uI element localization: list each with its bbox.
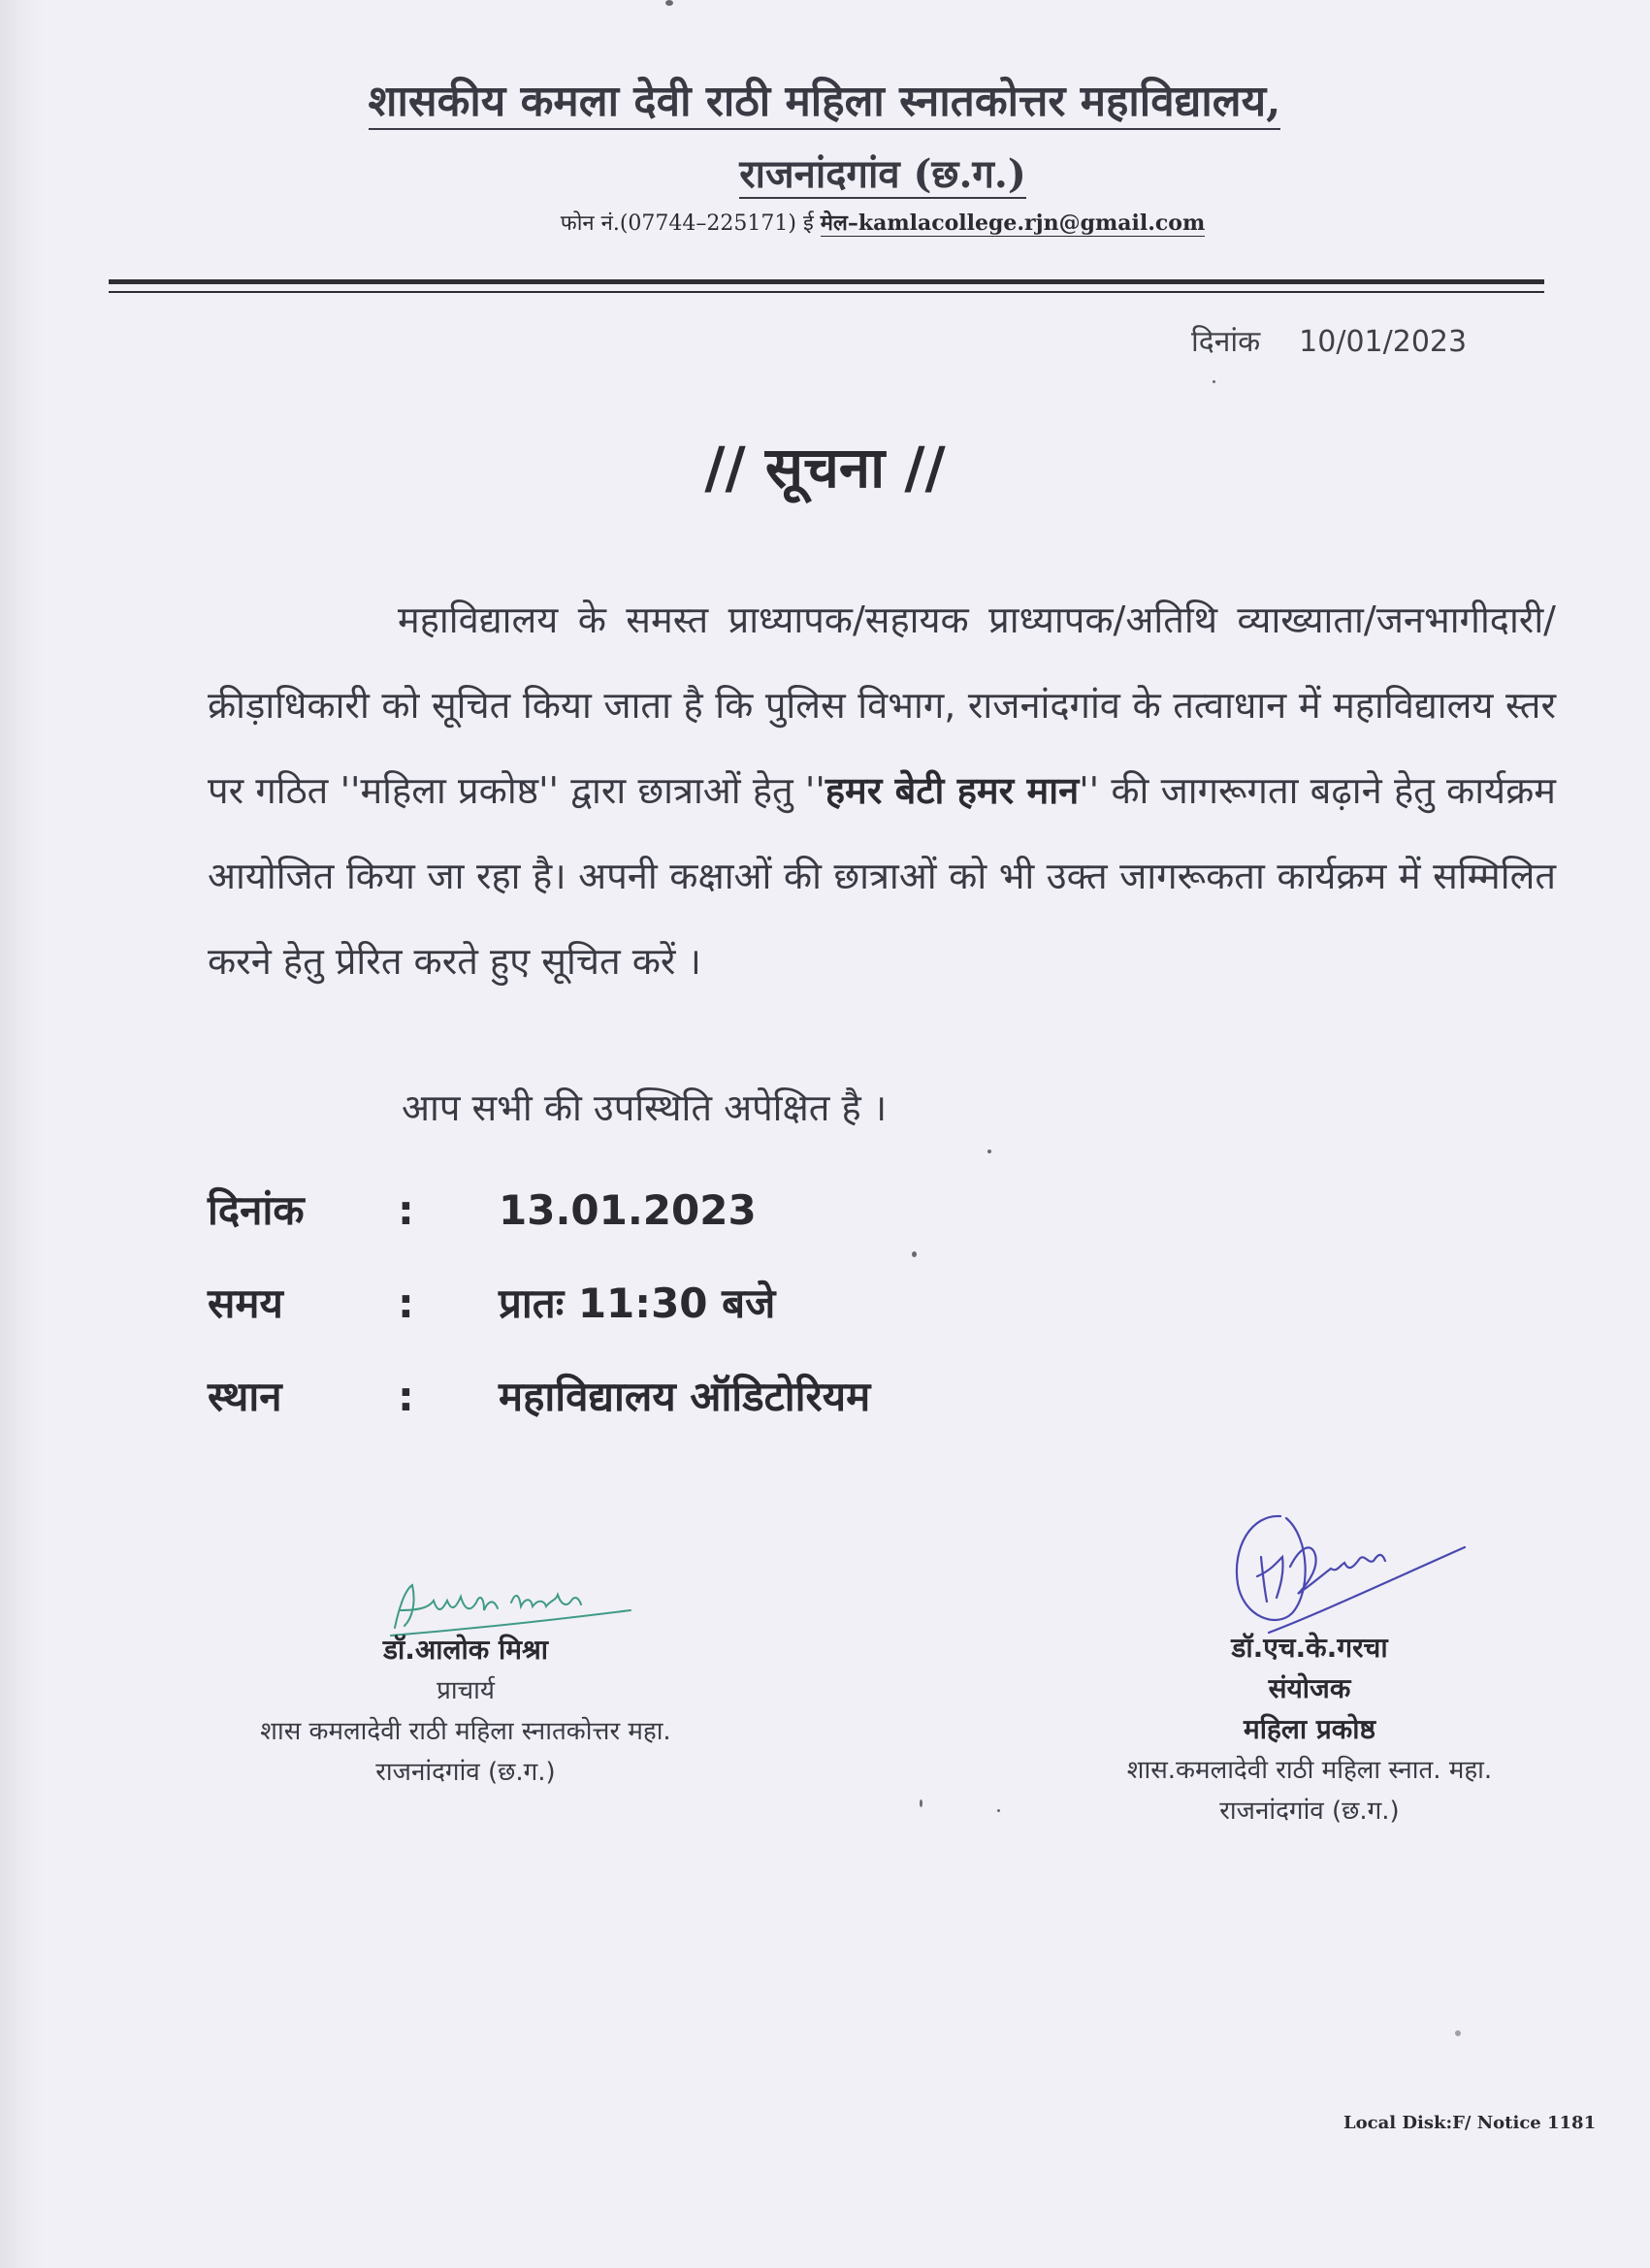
email-address: मेल–kamlacollege.rjn@gmail.com: [820, 211, 1206, 236]
attendance-line: आप सभी की उपस्थिति अपेक्षित है ।: [402, 1086, 888, 1129]
principal-designation: प्राचार्य: [437, 1676, 495, 1705]
scan-speck: [665, 0, 673, 6]
principal-name: डॉ.आलोक मिश्रा: [382, 1634, 549, 1666]
coordinator-unit: महिला प्रकोष्ठ: [1243, 1713, 1376, 1745]
coordinator-name: डॉ.एच.के.गरचा: [1231, 1632, 1388, 1664]
contact-line: [136, 208, 1630, 237]
institution-city: राजनांदगांव (छ.ग.): [739, 151, 1026, 197]
detail-venue: स्थान : महाविद्यालय ऑडिटोरियम: [208, 1373, 871, 1420]
scan-speck: [1213, 380, 1215, 383]
coordinator-place: राजनांदगांव (छ.ग.): [1219, 1797, 1400, 1826]
principal-signature-stroke: [391, 1585, 631, 1636]
detail-time: समय : प्रातः 11:30 बजे: [208, 1280, 776, 1327]
event-date-value: 13.01.2023: [499, 1186, 757, 1234]
body-text-end: '' की जागरूगता बढ़ाने हेतु कार्यक्रम आयोजित किया जा रहा है। अपनी कक्षाओं की छात्राओं को भी उक्त जागरूकता कार्यक्रम में सम्मिलित करने हेतु प्रेरित करते हुए सूचित करें ।: [208, 769, 1556, 983]
scan-speck: [920, 1799, 922, 1807]
file-reference: Local Disk:F/ Notice 1181: [1343, 2113, 1597, 2133]
body-text-start: महाविद्यालय के समस्त प्राध्यापक/सहायक प्राध्यापक/अतिथि व्याख्याता/जनभागीदारी/क्रीड़ाधिकारी को सूचित किया जाता है कि पुलिस विभाग, राजनांदगांव के तत्वाधान में महाविद्यालय स्तर पर गठित ''महिला प्रकोष्ठ'' द्वारा छात्राओं हेतु '': [208, 599, 1556, 812]
email-prefix: ई: [802, 211, 814, 236]
coordinator-designation: संयोजक: [1268, 1672, 1351, 1704]
notice-title: // सूचना //: [704, 435, 946, 501]
phone-number: फोन नं.(07744–225171): [560, 211, 796, 236]
scan-speck: [912, 1251, 917, 1257]
scan-speck: [987, 1150, 991, 1153]
detail-date: दिनांक : 13.01.2023: [208, 1186, 757, 1234]
scan-speck: [997, 1809, 1000, 1812]
event-time-value: प्रातः 11:30 बजे: [499, 1280, 776, 1327]
event-venue-value: महाविद्यालय ऑडिटोरियम: [499, 1373, 871, 1420]
header-rule-thick: [109, 279, 1544, 284]
issue-date-value: 10/01/2023: [1299, 325, 1468, 359]
scan-edge: [0, 0, 45, 2268]
principal-place: राजनांदगांव (छ.ग.): [375, 1758, 556, 1787]
scan-speck: [1455, 2030, 1461, 2036]
principal-block: [175, 1630, 757, 1793]
issue-date-label: दिनांक: [1191, 325, 1261, 359]
coordinator-org: शास.कमलादेवी राठी महिला स्नात. महा.: [1126, 1756, 1493, 1785]
institution-title: शासकीय कमला देवी राठी महिला स्नातकोत्तर महाविद्यालय,: [136, 70, 1513, 128]
principal-org: शास कमलादेवी राठी महिला स्नातकोत्तर महा.: [260, 1717, 671, 1746]
notice-body: [208, 577, 1556, 1004]
campaign-name: हमर बेटी हमर मान: [825, 769, 1080, 812]
issue-date: [1191, 320, 1467, 360]
coordinator-block: [1028, 1628, 1591, 1831]
header-rule-thin: [109, 291, 1544, 293]
coordinator-signature-stroke: [1237, 1516, 1465, 1633]
